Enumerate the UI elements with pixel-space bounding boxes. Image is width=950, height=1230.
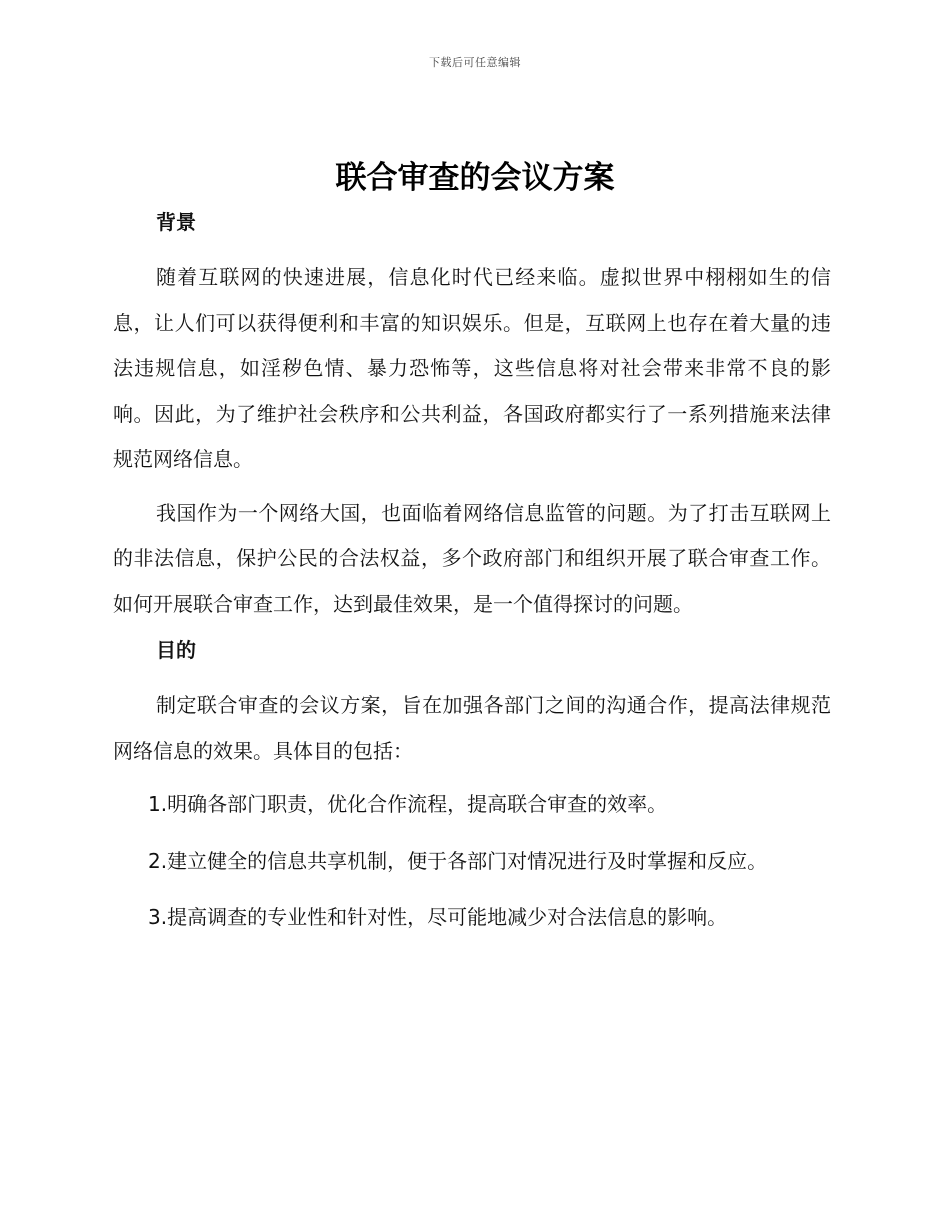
purpose-list-item-2: 2.建立健全的信息共享机制，便于各部门对情况进行及时掌握和反应。 [148,848,768,873]
section-heading-purpose: 目的 [156,638,196,662]
page-header-note: 下载后可任意编辑 [429,56,521,69]
purpose-list-item-3: 3.提高调查的专业性和针对性，尽可能地减少对合法信息的影响。 [148,905,728,929]
background-paragraph-1: 随着互联网的快速进展，信息化时代已经来临。虚拟世界中栩栩如生的信息，让人们可以获得便利和丰富的知识娱乐。但是，互联网上也存在着大量的违法违规信息，如淫秽色情、暴力恐怖等，这些信息将对社会带来非常不良的影响。因此，为了维护社会秩序和公共利益，各国政府都实行了一系列措施来法律规范网络信息。 [113,265,831,471]
document-title: 联合审查的会议方案 [335,160,615,196]
document-body [113,207,831,952]
section-heading-background: 背景 [156,210,196,234]
purpose-paragraph: 制定联合审查的会议方案，旨在加强各部门之间的沟通合作，提高法律规范网络信息的效果。具体目的包括： [113,693,831,763]
background-paragraph-2: 我国作为一个网络大国，也面临着网络信息监管的问题。为了打击互联网上的非法信息，保护公民的合法权益，多个政府部门和组织开展了联合审查工作。如何开展联合审查工作，达到最佳效果，是一个值得探讨的问题。 [113,500,831,616]
purpose-list-item-1: 1.明确各部门职责，优化合作流程，提高联合审查的效率。 [148,792,668,816]
